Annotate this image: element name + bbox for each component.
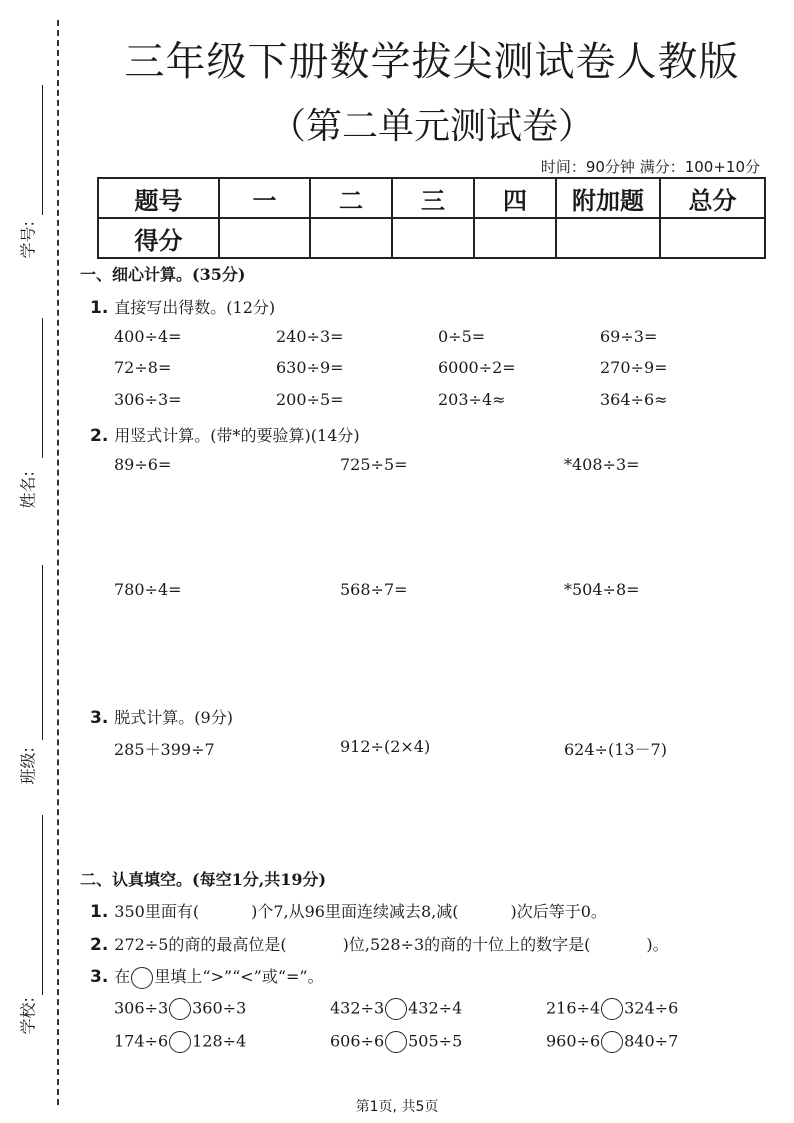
compare-right: 840÷7	[624, 1031, 679, 1051]
vertical-calc-item: 725÷5=	[340, 455, 408, 474]
score-table	[97, 177, 766, 259]
calc-item: 400÷4=	[114, 327, 182, 346]
compare-right: 128÷4	[192, 1031, 247, 1051]
calc-item: 270÷9=	[600, 358, 668, 377]
score-cell[interactable]	[310, 218, 392, 258]
page-footer: 第1页, 共5页	[355, 1099, 439, 1115]
compare-circle[interactable]	[385, 998, 407, 1020]
section1-title: 一、细心计算。(35分)	[80, 265, 246, 284]
name-label: 姓名:	[18, 471, 38, 509]
compare-item	[546, 998, 678, 1020]
question-text: 直接写出得数。(12分)	[114, 298, 276, 317]
class-line	[42, 565, 43, 740]
question-number: 1.	[90, 902, 109, 922]
score-cell[interactable]	[474, 218, 556, 258]
name-line	[42, 318, 43, 458]
question-text: 用竖式计算。(带*的要验算)(14分)	[114, 426, 360, 445]
calc-item: 306÷3=	[114, 390, 182, 409]
score-cell[interactable]	[392, 218, 474, 258]
class-label: 班级:	[18, 747, 38, 785]
compare-right: 324÷6	[624, 998, 679, 1018]
compare-left: 432÷3	[330, 998, 385, 1018]
score-header-cell: 四	[474, 178, 556, 218]
question-text: 350里面有(	[114, 902, 200, 921]
question-number: 1.	[90, 298, 109, 318]
question-text: 272÷5的商的最高位是(	[114, 935, 287, 954]
question-2-3	[90, 964, 324, 989]
question-text: )个7,从96里面连续减去8,减(	[251, 902, 459, 921]
calc-item: 240÷3=	[276, 327, 344, 346]
calc-item: 364÷6≈	[600, 390, 668, 409]
compare-item	[114, 1031, 246, 1053]
compare-left: 306÷3	[114, 998, 169, 1018]
calc-item: 69÷3=	[600, 327, 658, 346]
score-header-cell: 总分	[660, 178, 765, 218]
vertical-calc-item: 780÷4=	[114, 580, 182, 599]
compare-circle[interactable]	[601, 998, 623, 1020]
compare-item	[114, 998, 246, 1020]
stepwise-calc-item: 912÷(2×4)	[340, 737, 431, 756]
stepwise-calc-item: 285＋399÷7	[114, 740, 215, 759]
question-text: )次后等于0。	[510, 902, 607, 921]
question-1-1	[90, 295, 275, 318]
compare-right: 432÷4	[408, 998, 463, 1018]
binding-dashed-line	[57, 20, 59, 1105]
compare-left: 216÷4	[546, 998, 601, 1018]
compare-circle[interactable]	[169, 998, 191, 1020]
stepwise-calc-item: 624÷(13－7)	[564, 740, 667, 759]
score-header-cell: 二	[310, 178, 392, 218]
question-number: 3.	[90, 708, 109, 728]
compare-circle[interactable]	[385, 1031, 407, 1053]
question-text: 在	[114, 967, 131, 986]
question-1-2	[90, 423, 360, 446]
question-text: )位,528÷3的商的十位上的数字是(	[342, 935, 591, 954]
page-subtitle: （第二单元测试卷）	[269, 106, 594, 147]
score-row-label: 得分	[98, 218, 219, 258]
score-header-cell: 题号	[98, 178, 219, 218]
compare-left: 174÷6	[114, 1031, 169, 1051]
score-header-cell: 附加题	[556, 178, 660, 218]
calc-item: 72÷8=	[114, 358, 172, 377]
score-header-cell: 三	[392, 178, 474, 218]
question-number: 3.	[90, 967, 109, 987]
question-number: 2.	[90, 426, 109, 446]
score-cell[interactable]	[219, 218, 310, 258]
question-text: )。	[646, 935, 669, 954]
compare-circle[interactable]	[169, 1031, 191, 1053]
section2-title: 二、认真填空。(每空1分,共19分)	[80, 870, 327, 889]
question-text: 里填上“>”“<”或“=”。	[154, 967, 324, 986]
score-cell[interactable]	[660, 218, 765, 258]
circle-icon	[131, 967, 153, 989]
page-title: 三年级下册数学拔尖测试卷人教版	[124, 39, 740, 85]
calc-item: 6000÷2=	[438, 358, 516, 377]
vertical-calc-item: 89÷6=	[114, 455, 172, 474]
vertical-calc-item: 568÷7=	[340, 580, 408, 599]
question-2-2	[90, 932, 669, 955]
compare-right: 505÷5	[408, 1031, 463, 1051]
score-table-score-row	[98, 218, 765, 258]
question-2-1	[90, 899, 607, 922]
calc-item: 203÷4≈	[438, 390, 506, 409]
calc-item: 0÷5=	[438, 327, 486, 346]
compare-left: 606÷6	[330, 1031, 385, 1051]
compare-left: 960÷6	[546, 1031, 601, 1051]
vertical-calc-item: *504÷8=	[564, 580, 640, 599]
calc-item: 630÷9=	[276, 358, 344, 377]
calc-item: 200÷5=	[276, 390, 344, 409]
student-no-label: 学号:	[18, 221, 38, 259]
question-number: 2.	[90, 935, 109, 955]
score-header-cell: 一	[219, 178, 310, 218]
compare-right: 360÷3	[192, 998, 247, 1018]
student-no-line	[42, 85, 43, 215]
compare-item	[330, 1031, 462, 1053]
question-1-3	[90, 705, 233, 728]
school-label: 学校:	[18, 997, 38, 1035]
score-cell[interactable]	[556, 218, 660, 258]
vertical-calc-item: *408÷3=	[564, 455, 640, 474]
compare-item	[546, 1031, 678, 1053]
compare-circle[interactable]	[601, 1031, 623, 1053]
score-table-header-row	[98, 178, 765, 218]
question-text: 脱式计算。(9分)	[114, 708, 233, 727]
compare-item	[330, 998, 462, 1020]
time-info: 时间：90分钟 满分：100+10分	[540, 158, 760, 176]
school-line	[42, 815, 43, 995]
